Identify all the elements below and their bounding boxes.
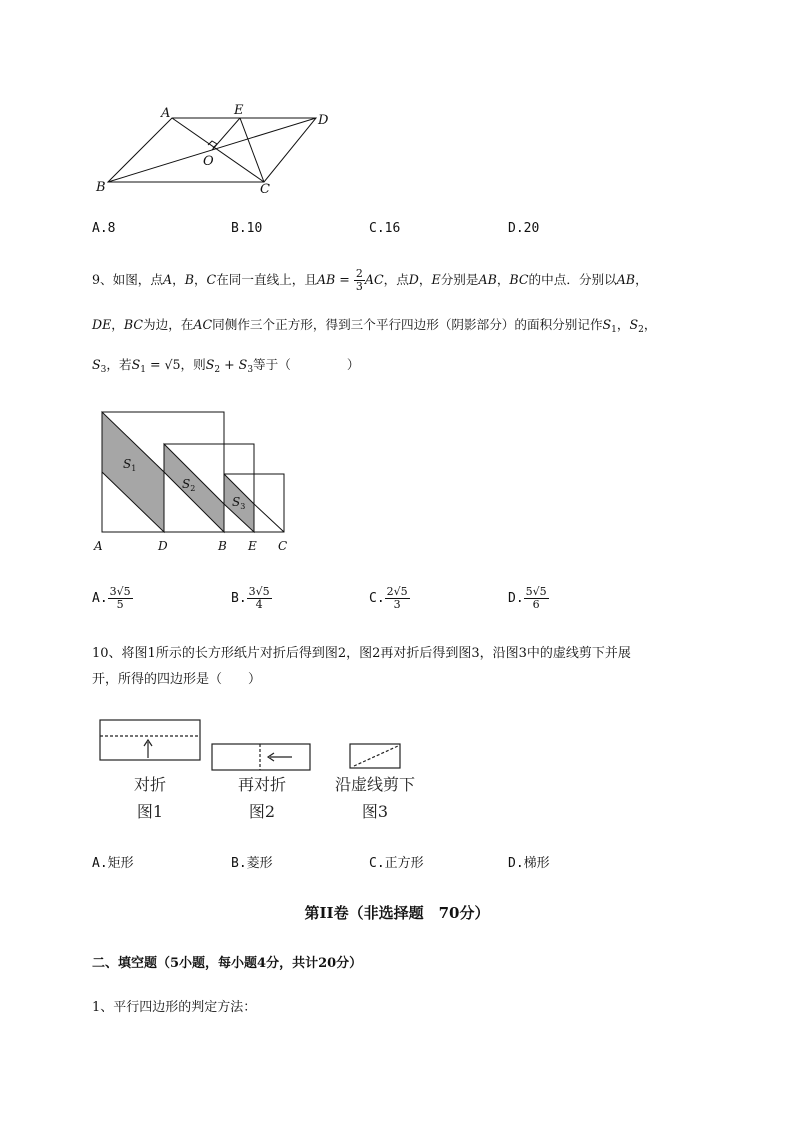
segment-ec xyxy=(240,118,264,182)
caption-action-1: 对折 xyxy=(133,775,167,794)
paper-fig2 xyxy=(212,744,310,770)
q9-option-a: A. $\frac{3√5}{5}$ xyxy=(92,585,131,611)
q10-line-1: 10、将图1所示的长方形纸片对折后得到图2，图2再对折后得到图3，沿图3中的虚线剪下并展 xyxy=(92,646,631,661)
q10-option-d: D.梯形 xyxy=(508,856,550,871)
label-d: D xyxy=(318,113,329,128)
part2-question-1: 1、平行四边形的判定方法： xyxy=(92,1000,257,1015)
cut-line-fig3 xyxy=(354,746,398,766)
label-e: E xyxy=(234,103,244,118)
label-a: A xyxy=(161,106,171,121)
caption-action-2: 再对折 xyxy=(237,775,287,794)
label-c: C xyxy=(278,539,288,553)
q9-option-b: B. $\frac{3√5}{4}$ xyxy=(231,585,270,611)
diagonal-tail xyxy=(254,504,284,532)
label-b: B xyxy=(96,180,106,195)
label-e: E xyxy=(248,539,257,553)
caption-action-3: 沿虚线剪下 xyxy=(334,775,416,794)
q9-line-2: DE，BC为边，在AC同侧作三个正方形，得到三个平行四边形（阴影部分）的面积分别记作$S_1$，$S_2$， xyxy=(92,317,657,335)
q9-option-d: D. $\frac{5√5}{6}$ xyxy=(508,585,547,611)
q10-line-2: 开，所得的四边形是（ ） xyxy=(92,672,262,687)
q8-option-a: A.8 xyxy=(92,221,116,236)
q9-line-3: $S_3$，若$S_1 = √5$，则$S_2 + S_3$等于（ ） xyxy=(92,357,360,375)
part2-title: 第II卷（非选择题 70分） xyxy=(304,904,490,922)
q8-option-c: C.16 xyxy=(369,221,401,236)
q10-option-b: B.菱形 xyxy=(231,856,273,871)
folding-figure xyxy=(96,714,436,826)
q9-line-1: 9、如图，点A，B，C在同一直线上，且AB = $\frac{2}{3}$ AC，点D，E分别是AB，BC的中点．分别以AB， xyxy=(92,267,648,293)
q10-option-a: A.矩形 xyxy=(92,856,134,871)
q9-fraction: $\frac{2}{3}$ xyxy=(355,267,363,293)
label-b: B xyxy=(218,539,227,553)
label-s2: $S_2$ xyxy=(182,477,196,493)
caption-name-2: 图2 xyxy=(248,802,276,821)
squares-figure xyxy=(90,404,300,556)
q10-option-c: C.正方形 xyxy=(369,856,424,871)
paper-fig1 xyxy=(100,720,200,760)
parallelogram-figure xyxy=(88,96,348,200)
label-c: C xyxy=(260,182,270,197)
q8-option-d: D.20 xyxy=(508,221,540,236)
label-d: D xyxy=(158,539,168,553)
label-s3: $S_3$ xyxy=(232,495,246,511)
label-a: A xyxy=(94,539,103,553)
paper-fig3 xyxy=(350,744,400,768)
label-s1: $S_1$ xyxy=(123,457,137,473)
section-title: 二、填空题（5小题，每小题4分，共计20分） xyxy=(92,956,363,971)
label-o: O xyxy=(203,154,214,169)
diagonal-ac xyxy=(172,118,264,182)
caption-name-3: 图3 xyxy=(361,802,389,821)
caption-name-1: 图1 xyxy=(136,802,164,821)
q9-option-c: C. $\frac{2√5}{3}$ xyxy=(369,585,408,611)
q8-option-b: B.10 xyxy=(231,221,263,236)
